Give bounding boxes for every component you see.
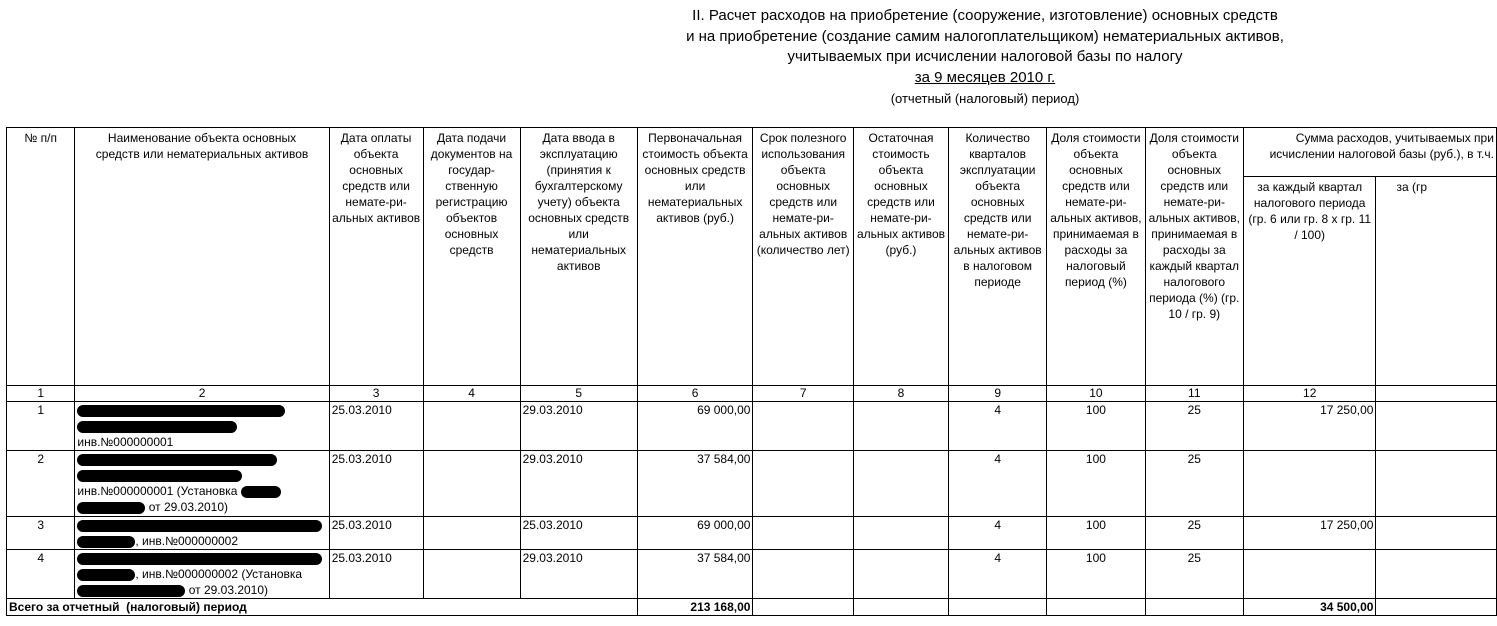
total-empty bbox=[1145, 599, 1243, 616]
header-row-1 bbox=[7, 128, 1497, 177]
commissioning-date: 29.03.2010 bbox=[520, 402, 637, 451]
total-label: Всего за отчетный (налоговый) период bbox=[7, 599, 638, 616]
asset-name bbox=[75, 550, 329, 599]
row-number: 1 bbox=[7, 402, 75, 451]
col-number: 10 bbox=[1047, 386, 1145, 402]
col-number bbox=[1376, 386, 1497, 402]
asset-name-text: , инв.№000000002 (Установка bbox=[135, 567, 303, 581]
header-col-13: за (гр bbox=[1376, 177, 1497, 386]
table-row bbox=[7, 550, 1497, 599]
row-number: 2 bbox=[7, 451, 75, 517]
row-number: 4 bbox=[7, 550, 75, 599]
quarter-expense: 17 250,00 bbox=[1243, 517, 1376, 550]
share-quarter: 25 bbox=[1145, 517, 1243, 550]
header-col-5: Дата ввода в эксплуатацию (принятия к бухгалтерскому учету) объекта основных средств или нематериальных активов bbox=[520, 128, 637, 386]
col-13-value bbox=[1376, 550, 1497, 599]
col-13-value bbox=[1376, 517, 1497, 550]
initial-cost: 69 000,00 bbox=[637, 517, 753, 550]
residual-value bbox=[853, 451, 948, 517]
header-col-3: Дата оплаты объекта основных средств или немате-ри-альных активов bbox=[329, 128, 423, 386]
share-period: 100 bbox=[1047, 517, 1145, 550]
registration-date bbox=[423, 517, 520, 550]
header-col-9: Количество кварталов эксплуатации объекта основных средств или немате-ри-альных активов в налоговом периоде bbox=[949, 128, 1047, 386]
redacted-text bbox=[77, 454, 277, 466]
useful-life bbox=[753, 517, 853, 550]
col-number: 3 bbox=[329, 386, 423, 402]
total-empty bbox=[1376, 599, 1497, 616]
col-13-value bbox=[1376, 451, 1497, 517]
quarters-count: 4 bbox=[949, 550, 1047, 599]
col-number: 5 bbox=[520, 386, 637, 402]
registration-date bbox=[423, 451, 520, 517]
header-col-11: Доля стоимости объекта основных средств или немате-ри-альных активов, принимаемая в расходы за каждый квартал налогового периода (%) (гр. 10 / гр. 9) bbox=[1145, 128, 1243, 386]
title-line-3: учитываемых при исчислении налоговой базы по налогу bbox=[787, 48, 1183, 65]
total-initial-cost: 213 168,00 bbox=[637, 599, 753, 616]
quarter-expense bbox=[1243, 550, 1376, 599]
quarter-expense: 17 250,00 bbox=[1243, 402, 1376, 451]
header-col-6: Первоначальная стоимость объекта основных средств или нематериальных активов (руб.) bbox=[637, 128, 753, 386]
title-line-2: и на приобретение (создание самим налогоплательщиком) нематериальных активов, bbox=[686, 27, 1284, 45]
commissioning-date: 25.03.2010 bbox=[520, 517, 637, 550]
header-group-expenses bbox=[1243, 128, 1496, 177]
payment-date: 25.03.2010 bbox=[329, 451, 423, 517]
asset-name bbox=[75, 517, 329, 550]
residual-value bbox=[853, 517, 948, 550]
redacted-text bbox=[241, 486, 281, 498]
header-col-12: за каждый квартал налогового периода (гр. 6 или гр. 8 х гр. 11 / 100) bbox=[1243, 177, 1376, 386]
redacted-text bbox=[77, 520, 322, 532]
col-number: 12 bbox=[1243, 386, 1376, 402]
total-empty bbox=[753, 599, 853, 616]
share-quarter: 25 bbox=[1145, 402, 1243, 451]
title-line-1: II. Расчет расходов на приобретение (сооружение, изготовление) основных средств bbox=[692, 7, 1278, 24]
payment-date: 25.03.2010 bbox=[329, 402, 423, 451]
initial-cost: 69 000,00 bbox=[637, 402, 753, 451]
header-col-2: Наименование объекта основных средств или нематериальных активов bbox=[75, 128, 329, 386]
quarter-expense bbox=[1243, 451, 1376, 517]
column-number-row bbox=[7, 386, 1497, 402]
redacted-text bbox=[77, 421, 237, 433]
asset-name-text: , инв.№000000002 bbox=[135, 534, 239, 548]
useful-life bbox=[753, 550, 853, 599]
asset-name bbox=[75, 402, 329, 451]
header-col-8: Остаточная стоимость объекта основных средств или немате-ри-альных активов (руб.) bbox=[853, 128, 948, 386]
registration-date bbox=[423, 550, 520, 599]
title-period-caption: (отчетный (налоговый) период) bbox=[890, 91, 1080, 106]
col-number: 6 bbox=[637, 386, 753, 402]
redacted-text bbox=[77, 536, 135, 548]
row-number: 3 bbox=[7, 517, 75, 550]
asset-name bbox=[75, 451, 329, 517]
redacted-text bbox=[77, 470, 242, 482]
redacted-text bbox=[77, 502, 145, 514]
total-row bbox=[7, 599, 1497, 616]
useful-life bbox=[753, 451, 853, 517]
payment-date: 25.03.2010 bbox=[329, 550, 423, 599]
residual-value bbox=[853, 550, 948, 599]
quarters-count: 4 bbox=[949, 402, 1047, 451]
redacted-text bbox=[77, 405, 285, 417]
header-col-7: Срок полезного использования объекта основных средств или немате-ри-альных активов (количество лет) bbox=[753, 128, 853, 386]
residual-value bbox=[853, 402, 948, 451]
col-number: 9 bbox=[949, 386, 1047, 402]
asset-name-text: инв.№000000001 bbox=[77, 435, 174, 449]
expense-table-container bbox=[6, 127, 1497, 616]
registration-date bbox=[423, 402, 520, 451]
asset-name-tail: от 29.03.2010) bbox=[148, 500, 229, 514]
initial-cost: 37 584,00 bbox=[637, 451, 753, 517]
total-quarter-expense: 34 500,00 bbox=[1243, 599, 1376, 616]
asset-name-tail: от 29.03.2010) bbox=[188, 583, 269, 597]
asset-name-text: инв.№000000001 (Установка bbox=[77, 484, 238, 498]
header-group-text: Сумма расходов, учитываемых при исчислении налоговой базы (руб.), в т.ч. bbox=[1269, 131, 1494, 161]
commissioning-date: 29.03.2010 bbox=[520, 451, 637, 517]
share-quarter: 25 bbox=[1145, 451, 1243, 517]
title-period: за 9 месяцев 2010 г. bbox=[914, 68, 1056, 86]
table-row bbox=[7, 451, 1497, 517]
total-empty bbox=[1047, 599, 1145, 616]
share-quarter: 25 bbox=[1145, 550, 1243, 599]
useful-life bbox=[753, 402, 853, 451]
payment-date: 25.03.2010 bbox=[329, 517, 423, 550]
col-number: 2 bbox=[75, 386, 329, 402]
quarters-count: 4 bbox=[949, 451, 1047, 517]
redacted-text bbox=[77, 553, 322, 565]
total-empty bbox=[949, 599, 1047, 616]
col-number: 1 bbox=[7, 386, 75, 402]
col-number: 4 bbox=[423, 386, 520, 402]
share-period: 100 bbox=[1047, 451, 1145, 517]
expense-table bbox=[6, 127, 1497, 616]
header-col-10: Доля стоимости объекта основных средств или немате-ри-альных активов, принимаемая в расходы за налоговый период (%) bbox=[1047, 128, 1145, 386]
commissioning-date: 29.03.2010 bbox=[520, 550, 637, 599]
header-col-4: Дата подачи документов на государ-ственную регистрацию объектов основных средств bbox=[423, 128, 520, 386]
redacted-text bbox=[77, 569, 135, 581]
redacted-text bbox=[77, 585, 185, 597]
table-row bbox=[7, 402, 1497, 451]
col-13-value bbox=[1376, 402, 1497, 451]
share-period: 100 bbox=[1047, 402, 1145, 451]
col-number: 8 bbox=[853, 386, 948, 402]
share-period: 100 bbox=[1047, 550, 1145, 599]
report-title bbox=[560, 6, 1410, 110]
col-number: 7 bbox=[753, 386, 853, 402]
header-col-1: № п/п bbox=[7, 128, 75, 386]
total-empty bbox=[853, 599, 948, 616]
initial-cost: 37 584,00 bbox=[637, 550, 753, 599]
quarters-count: 4 bbox=[949, 517, 1047, 550]
table-row bbox=[7, 517, 1497, 550]
col-number: 11 bbox=[1145, 386, 1243, 402]
